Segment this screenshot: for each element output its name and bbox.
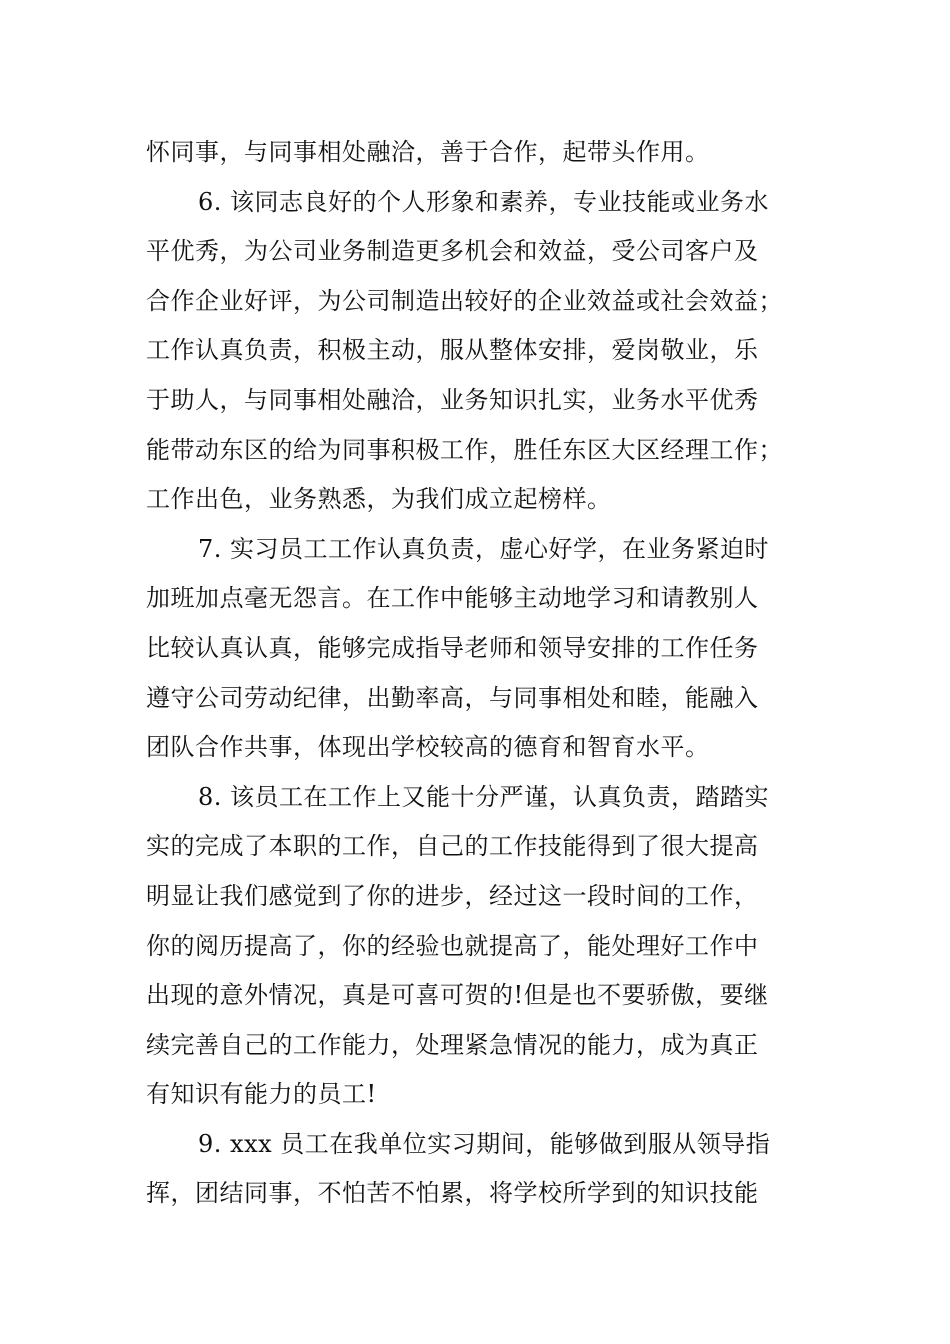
paragraph-8-start: 8. 该员工在工作上又能十分严谨，认真负责，踏踏实: [198, 782, 770, 811]
text-line: 遵守公司劳动纪律，出勤率高，与同事相处和睦，能融入: [146, 683, 759, 712]
paragraph-7-start: 7. 实习员工工作认真负责，虚心好学，在业务紧迫时: [198, 534, 770, 563]
text-line: 比较认真认真，能够完成指导老师和领导安排的工作任务: [146, 633, 759, 662]
text-line: 加班加点毫无怨言。在工作中能够主动地学习和请教别人: [146, 584, 759, 613]
text-line: 怀同事，与同事相处融洽，善于合作，起带头作用。: [146, 138, 710, 166]
text-line: 有知识有能力的员工!: [146, 1080, 377, 1109]
document-body: [146, 128, 816, 1219]
text-line: 工作出色，业务熟悉，为我们成立起榜样。: [146, 485, 612, 514]
text-line: 续完善自己的工作能力，处理紧急情况的能力，成为真正: [146, 1030, 759, 1059]
text-line: 挥，团结同事，不怕苦不怕累，将学校所学到的知识技能: [146, 1179, 759, 1208]
paragraph-9-start: 9. xxx 员工在我单位实习期间，能够做到服从领导指: [198, 1129, 771, 1158]
text-line: 合作企业好评，为公司制造出较好的企业效益或社会效益；: [146, 286, 783, 315]
paragraph-6-start: 6. 该同志良好的个人形象和素养，专业技能或业务水: [198, 187, 770, 216]
text-line: 你的阅历提高了，你的经验也就提高了，能处理好工作中: [146, 931, 759, 960]
text-line: 能带动东区的给为同事积极工作，胜任东区大区经理工作；: [146, 435, 783, 464]
text-line: 工作认真负责，积极主动，服从整体安排，爱岗敬业，乐: [146, 336, 759, 365]
text-line: 平优秀，为公司业务制造更多机会和效益，受公司客户及: [146, 237, 759, 266]
text-line: 出现的意外情况，真是可喜可贺的!但是也不要骄傲，要继: [146, 981, 769, 1010]
text-line: 团队合作共事，体现出学校较高的德育和智育水平。: [146, 733, 710, 762]
text-line: 于助人，与同事相处融洽，业务知识扎实，业务水平优秀: [146, 385, 759, 414]
text-line: 明显让我们感觉到了你的进步，经过这一段时间的工作，: [146, 881, 759, 910]
text-line: 实的完成了本职的工作，自己的工作技能得到了很大提高: [146, 832, 759, 861]
